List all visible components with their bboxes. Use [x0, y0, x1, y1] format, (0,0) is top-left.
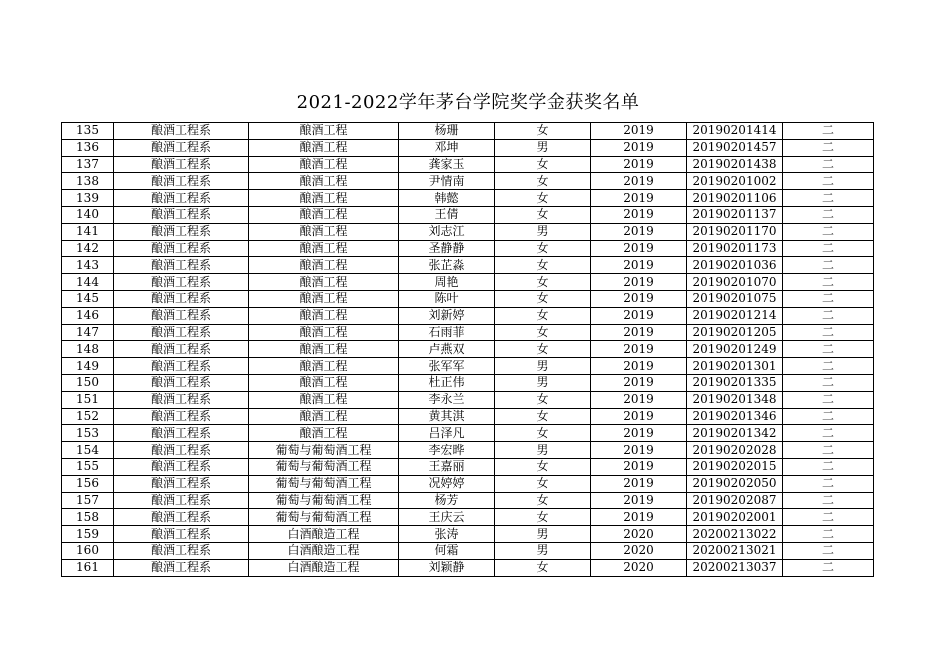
department-cell: 酿酒工程系 [114, 559, 249, 576]
grade-year-cell: 2019 [591, 257, 687, 274]
table-row [62, 223, 874, 240]
gender-cell: 女 [495, 559, 591, 576]
major-cell: 酿酒工程 [249, 173, 399, 190]
table-row [62, 391, 874, 408]
gender-cell: 女 [495, 173, 591, 190]
major-cell: 酿酒工程 [249, 374, 399, 391]
name-cell: 周艳 [399, 274, 495, 291]
row-number: 160 [62, 542, 114, 559]
name-cell: 王庆云 [399, 509, 495, 526]
student-id-cell: 20190201106 [687, 190, 783, 207]
student-id-cell: 20190201249 [687, 341, 783, 358]
department-cell: 酿酒工程系 [114, 156, 249, 173]
name-cell: 张涛 [399, 526, 495, 543]
row-number: 152 [62, 408, 114, 425]
name-cell: 陈叶 [399, 290, 495, 307]
row-number: 139 [62, 190, 114, 207]
name-cell: 卢燕双 [399, 341, 495, 358]
award-level-cell: 二 [783, 223, 874, 240]
student-id-cell: 20190201335 [687, 374, 783, 391]
major-cell: 酿酒工程 [249, 206, 399, 223]
table-row [62, 307, 874, 324]
row-number: 138 [62, 173, 114, 190]
grade-year-cell: 2019 [591, 442, 687, 459]
row-number: 158 [62, 509, 114, 526]
student-id-cell: 20190202015 [687, 458, 783, 475]
award-level-cell: 二 [783, 123, 874, 140]
grade-year-cell: 2019 [591, 274, 687, 291]
gender-cell: 女 [495, 408, 591, 425]
student-id-cell: 20190201346 [687, 408, 783, 425]
major-cell: 白酒酿造工程 [249, 542, 399, 559]
gender-cell: 男 [495, 442, 591, 459]
name-cell: 杨芳 [399, 492, 495, 509]
award-level-cell: 二 [783, 442, 874, 459]
gender-cell: 女 [495, 492, 591, 509]
student-id-cell: 20190201036 [687, 257, 783, 274]
gender-cell: 女 [495, 156, 591, 173]
table-row [62, 408, 874, 425]
student-id-cell: 20190201214 [687, 307, 783, 324]
grade-year-cell: 2019 [591, 307, 687, 324]
row-number: 148 [62, 341, 114, 358]
row-number: 142 [62, 240, 114, 257]
grade-year-cell: 2019 [591, 475, 687, 492]
table-row [62, 509, 874, 526]
award-level-cell: 二 [783, 290, 874, 307]
table-row [62, 257, 874, 274]
student-id-cell: 20200213022 [687, 526, 783, 543]
major-cell: 酿酒工程 [249, 391, 399, 408]
table-row [62, 139, 874, 156]
name-cell: 张军军 [399, 358, 495, 375]
award-level-cell: 二 [783, 257, 874, 274]
row-number: 159 [62, 526, 114, 543]
table-row [62, 542, 874, 559]
name-cell: 杨珊 [399, 123, 495, 140]
name-cell: 王倩 [399, 206, 495, 223]
gender-cell: 女 [495, 425, 591, 442]
gender-cell: 男 [495, 526, 591, 543]
row-number: 137 [62, 156, 114, 173]
gender-cell: 男 [495, 223, 591, 240]
row-number: 155 [62, 458, 114, 475]
row-number: 151 [62, 391, 114, 408]
student-id-cell: 20190202050 [687, 475, 783, 492]
name-cell: 黄其淇 [399, 408, 495, 425]
department-cell: 酿酒工程系 [114, 240, 249, 257]
grade-year-cell: 2020 [591, 559, 687, 576]
grade-year-cell: 2019 [591, 509, 687, 526]
grade-year-cell: 2019 [591, 240, 687, 257]
major-cell: 酿酒工程 [249, 324, 399, 341]
award-level-cell: 二 [783, 509, 874, 526]
name-cell: 李宏晔 [399, 442, 495, 459]
department-cell: 酿酒工程系 [114, 341, 249, 358]
student-id-cell: 20200213021 [687, 542, 783, 559]
student-id-cell: 20190201342 [687, 425, 783, 442]
award-level-cell: 二 [783, 391, 874, 408]
award-level-cell: 二 [783, 374, 874, 391]
major-cell: 葡萄与葡萄酒工程 [249, 492, 399, 509]
table-row [62, 559, 874, 576]
major-cell: 酿酒工程 [249, 240, 399, 257]
row-number: 135 [62, 123, 114, 140]
gender-cell: 男 [495, 374, 591, 391]
major-cell: 白酒酿造工程 [249, 526, 399, 543]
student-id-cell: 20190201457 [687, 139, 783, 156]
department-cell: 酿酒工程系 [114, 173, 249, 190]
grade-year-cell: 2019 [591, 173, 687, 190]
department-cell: 酿酒工程系 [114, 425, 249, 442]
department-cell: 酿酒工程系 [114, 358, 249, 375]
grade-year-cell: 2019 [591, 341, 687, 358]
major-cell: 白酒酿造工程 [249, 559, 399, 576]
department-cell: 酿酒工程系 [114, 542, 249, 559]
award-level-cell: 二 [783, 425, 874, 442]
major-cell: 酿酒工程 [249, 274, 399, 291]
student-id-cell: 20190201173 [687, 240, 783, 257]
major-cell: 酿酒工程 [249, 358, 399, 375]
gender-cell: 男 [495, 139, 591, 156]
name-cell: 韩懿 [399, 190, 495, 207]
row-number: 150 [62, 374, 114, 391]
student-id-cell: 20190202028 [687, 442, 783, 459]
grade-year-cell: 2019 [591, 374, 687, 391]
department-cell: 酿酒工程系 [114, 442, 249, 459]
grade-year-cell: 2019 [591, 206, 687, 223]
gender-cell: 女 [495, 458, 591, 475]
gender-cell: 女 [495, 274, 591, 291]
major-cell: 酿酒工程 [249, 307, 399, 324]
grade-year-cell: 2019 [591, 223, 687, 240]
grade-year-cell: 2019 [591, 139, 687, 156]
department-cell: 酿酒工程系 [114, 223, 249, 240]
major-cell: 葡萄与葡萄酒工程 [249, 458, 399, 475]
award-level-cell: 二 [783, 475, 874, 492]
major-cell: 葡萄与葡萄酒工程 [249, 442, 399, 459]
row-number: 157 [62, 492, 114, 509]
grade-year-cell: 2020 [591, 526, 687, 543]
award-level-cell: 二 [783, 324, 874, 341]
name-cell: 圣静静 [399, 240, 495, 257]
table-row [62, 324, 874, 341]
table-row [62, 458, 874, 475]
department-cell: 酿酒工程系 [114, 290, 249, 307]
major-cell: 酿酒工程 [249, 257, 399, 274]
award-level-cell: 二 [783, 341, 874, 358]
award-level-cell: 二 [783, 542, 874, 559]
major-cell: 酿酒工程 [249, 425, 399, 442]
major-cell: 酿酒工程 [249, 290, 399, 307]
grade-year-cell: 2019 [591, 190, 687, 207]
student-id-cell: 20190202001 [687, 509, 783, 526]
table-row [62, 190, 874, 207]
student-id-cell: 20190201205 [687, 324, 783, 341]
major-cell: 葡萄与葡萄酒工程 [249, 509, 399, 526]
row-number: 147 [62, 324, 114, 341]
award-level-cell: 二 [783, 173, 874, 190]
row-number: 143 [62, 257, 114, 274]
name-cell: 李永兰 [399, 391, 495, 408]
table-row [62, 425, 874, 442]
page-title: 2021-2022学年茅台学院奖学金获奖名单 [296, 92, 640, 113]
gender-cell: 女 [495, 509, 591, 526]
award-level-cell: 二 [783, 408, 874, 425]
student-id-cell: 20190201170 [687, 223, 783, 240]
scholarship-table [61, 122, 874, 577]
name-cell: 刘新婷 [399, 307, 495, 324]
table-row [62, 156, 874, 173]
student-id-cell: 20190201070 [687, 274, 783, 291]
gender-cell: 男 [495, 358, 591, 375]
table-row [62, 442, 874, 459]
gender-cell: 女 [495, 206, 591, 223]
table-row [62, 173, 874, 190]
department-cell: 酿酒工程系 [114, 391, 249, 408]
department-cell: 酿酒工程系 [114, 374, 249, 391]
student-id-cell: 20190201348 [687, 391, 783, 408]
name-cell: 刘志江 [399, 223, 495, 240]
major-cell: 酿酒工程 [249, 341, 399, 358]
award-level-cell: 二 [783, 139, 874, 156]
major-cell: 葡萄与葡萄酒工程 [249, 475, 399, 492]
table-row [62, 475, 874, 492]
gender-cell: 女 [495, 341, 591, 358]
name-cell: 何霜 [399, 542, 495, 559]
grade-year-cell: 2020 [591, 542, 687, 559]
table-row [62, 358, 874, 375]
major-cell: 酿酒工程 [249, 190, 399, 207]
gender-cell: 女 [495, 240, 591, 257]
award-level-cell: 二 [783, 559, 874, 576]
row-number: 161 [62, 559, 114, 576]
table-row [62, 341, 874, 358]
name-cell: 刘颖静 [399, 559, 495, 576]
gender-cell: 女 [495, 475, 591, 492]
department-cell: 酿酒工程系 [114, 408, 249, 425]
grade-year-cell: 2019 [591, 156, 687, 173]
award-level-cell: 二 [783, 492, 874, 509]
department-cell: 酿酒工程系 [114, 492, 249, 509]
name-cell: 杜正伟 [399, 374, 495, 391]
name-cell: 龚家玉 [399, 156, 495, 173]
major-cell: 酿酒工程 [249, 223, 399, 240]
student-id-cell: 20190201301 [687, 358, 783, 375]
table-body [62, 123, 874, 577]
award-level-cell: 二 [783, 307, 874, 324]
gender-cell: 女 [495, 290, 591, 307]
gender-cell: 女 [495, 257, 591, 274]
department-cell: 酿酒工程系 [114, 190, 249, 207]
student-id-cell: 20190201002 [687, 173, 783, 190]
department-cell: 酿酒工程系 [114, 307, 249, 324]
grade-year-cell: 2019 [591, 358, 687, 375]
grade-year-cell: 2019 [591, 391, 687, 408]
department-cell: 酿酒工程系 [114, 509, 249, 526]
award-level-cell: 二 [783, 358, 874, 375]
student-id-cell: 20200213037 [687, 559, 783, 576]
student-id-cell: 20190202087 [687, 492, 783, 509]
department-cell: 酿酒工程系 [114, 257, 249, 274]
grade-year-cell: 2019 [591, 324, 687, 341]
row-number: 136 [62, 139, 114, 156]
row-number: 154 [62, 442, 114, 459]
major-cell: 酿酒工程 [249, 123, 399, 140]
department-cell: 酿酒工程系 [114, 274, 249, 291]
department-cell: 酿酒工程系 [114, 139, 249, 156]
gender-cell: 女 [495, 123, 591, 140]
gender-cell: 女 [495, 391, 591, 408]
grade-year-cell: 2019 [591, 492, 687, 509]
major-cell: 酿酒工程 [249, 156, 399, 173]
student-id-cell: 20190201075 [687, 290, 783, 307]
table-row [62, 290, 874, 307]
gender-cell: 女 [495, 190, 591, 207]
award-level-cell: 二 [783, 156, 874, 173]
gender-cell: 男 [495, 542, 591, 559]
row-number: 141 [62, 223, 114, 240]
table-row [62, 526, 874, 543]
award-level-cell: 二 [783, 206, 874, 223]
grade-year-cell: 2019 [591, 425, 687, 442]
department-cell: 酿酒工程系 [114, 475, 249, 492]
department-cell: 酿酒工程系 [114, 526, 249, 543]
award-level-cell: 二 [783, 458, 874, 475]
table-row [62, 274, 874, 291]
name-cell: 王嘉丽 [399, 458, 495, 475]
row-number: 145 [62, 290, 114, 307]
major-cell: 酿酒工程 [249, 408, 399, 425]
student-id-cell: 20190201414 [687, 123, 783, 140]
award-level-cell: 二 [783, 274, 874, 291]
grade-year-cell: 2019 [591, 290, 687, 307]
department-cell: 酿酒工程系 [114, 206, 249, 223]
award-level-cell: 二 [783, 240, 874, 257]
table-row [62, 206, 874, 223]
name-cell: 石雨菲 [399, 324, 495, 341]
student-id-cell: 20190201137 [687, 206, 783, 223]
row-number: 146 [62, 307, 114, 324]
name-cell: 邓坤 [399, 139, 495, 156]
award-level-cell: 二 [783, 190, 874, 207]
table-row [62, 123, 874, 140]
name-cell: 张芷淼 [399, 257, 495, 274]
name-cell: 况婷婷 [399, 475, 495, 492]
gender-cell: 女 [495, 324, 591, 341]
row-number: 153 [62, 425, 114, 442]
student-id-cell: 20190201438 [687, 156, 783, 173]
table-row [62, 374, 874, 391]
name-cell: 吕泽凡 [399, 425, 495, 442]
row-number: 149 [62, 358, 114, 375]
row-number: 140 [62, 206, 114, 223]
name-cell: 尹情南 [399, 173, 495, 190]
row-number: 144 [62, 274, 114, 291]
grade-year-cell: 2019 [591, 123, 687, 140]
table-row [62, 492, 874, 509]
grade-year-cell: 2019 [591, 458, 687, 475]
grade-year-cell: 2019 [591, 408, 687, 425]
row-number: 156 [62, 475, 114, 492]
major-cell: 酿酒工程 [249, 139, 399, 156]
award-level-cell: 二 [783, 526, 874, 543]
table-row [62, 240, 874, 257]
department-cell: 酿酒工程系 [114, 123, 249, 140]
gender-cell: 女 [495, 307, 591, 324]
department-cell: 酿酒工程系 [114, 324, 249, 341]
department-cell: 酿酒工程系 [114, 458, 249, 475]
